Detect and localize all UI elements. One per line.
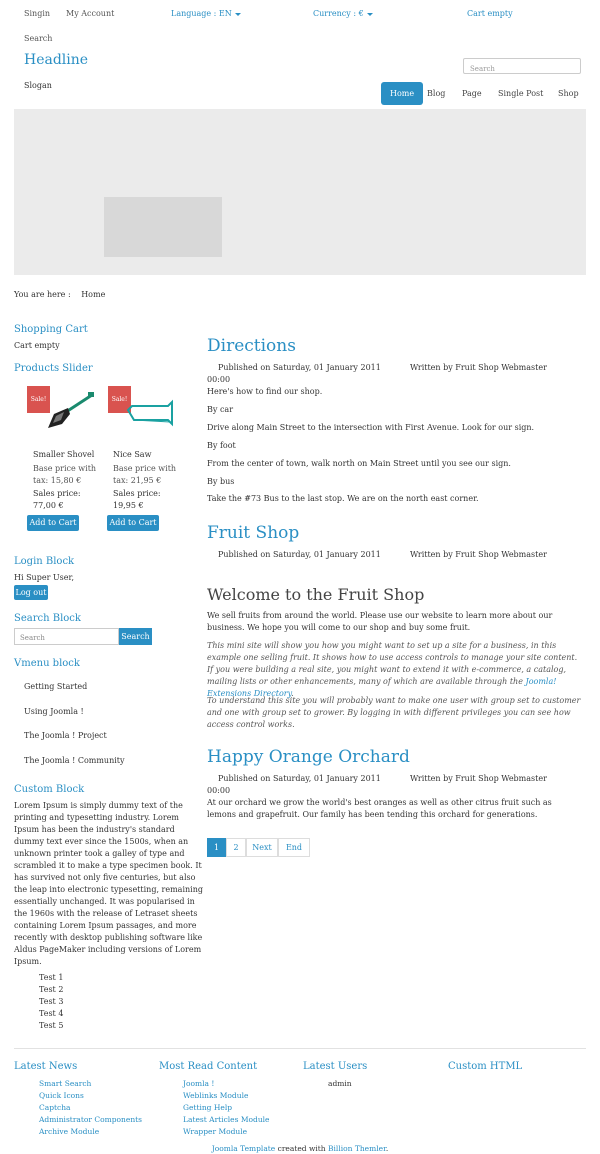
shopping-cart-title: Shopping Cart bbox=[14, 324, 88, 335]
language-dropdown[interactable] bbox=[171, 9, 241, 18]
welcome-heading: Welcome to the Fruit Shop bbox=[207, 585, 425, 604]
article-title-fruit-shop[interactable]: Fruit Shop bbox=[207, 523, 300, 543]
custom-line: printing and typesetting industry. Lorem bbox=[14, 813, 180, 822]
custom-line: containing Lorem Ipsum passages, and more bbox=[14, 921, 197, 930]
products-slider-title: Products Slider bbox=[14, 363, 93, 374]
custom-line: Lorem Ipsum is simply dummy text of the bbox=[14, 801, 183, 810]
article-paragraph: Take the #73 Bus to the last stop. We are on the north east corner. bbox=[207, 494, 479, 503]
article-paragraph: By car bbox=[207, 405, 234, 414]
test-list bbox=[39, 972, 63, 1032]
author: Written by Fruit Shop Webmaster bbox=[410, 774, 547, 783]
article-title-directions[interactable]: Directions bbox=[207, 336, 296, 356]
custom-line: has survived not only five centuries, but also bbox=[14, 873, 196, 882]
latest-news-item[interactable]: Smart Search bbox=[39, 1079, 92, 1088]
most-read-item[interactable]: Latest Articles Module bbox=[183, 1115, 270, 1124]
test-item: Test 4 bbox=[39, 1009, 64, 1018]
article-title-orchard[interactable]: Happy Orange Orchard bbox=[207, 747, 410, 767]
vmenu-item-joomla-project[interactable]: The Joomla ! Project bbox=[24, 731, 107, 740]
product-name[interactable]: Smaller Shovel bbox=[33, 450, 95, 459]
article-paragraph: By bus bbox=[207, 477, 235, 486]
sales-price-value: 77,00 € bbox=[33, 501, 64, 510]
latest-users-title: Latest Users bbox=[303, 1061, 368, 1072]
custom-line: essentially unchanged. It was popularised in bbox=[14, 897, 195, 906]
publish-time: 00:00 bbox=[207, 375, 231, 384]
most-read-item[interactable]: Getting Help bbox=[183, 1103, 233, 1112]
published-date: Published on Saturday, 01 January 2011 bbox=[218, 363, 381, 372]
article-italic-paragraph bbox=[207, 640, 582, 700]
test-item: Test 2 bbox=[39, 985, 64, 994]
credit-end: . bbox=[385, 1144, 389, 1153]
custom-line: Ipsum has been the industry's standard bbox=[14, 825, 175, 834]
custom-line: the leap into electronic typesetting, remaining bbox=[14, 885, 203, 894]
article-paragraph: We sell fruits from around the world. Please use our website to learn more about our business. We hope you will come to our shop and buy some fruit. bbox=[207, 611, 553, 632]
custom-block-text bbox=[14, 800, 204, 968]
custom-block-title: Custom Block bbox=[14, 784, 85, 795]
custom-line: dummy text ever since the 1500s, when an bbox=[14, 837, 189, 846]
sales-price-value: 19,95 € bbox=[113, 501, 144, 510]
banner-image-placeholder bbox=[104, 197, 222, 257]
latest-news-item[interactable]: Administrator Components bbox=[39, 1115, 143, 1124]
custom-html-title: Custom HTML bbox=[448, 1061, 523, 1072]
login-greeting: Hi Super User, bbox=[14, 573, 75, 582]
site-slogan: Slogan bbox=[24, 81, 52, 90]
currency-dropdown[interactable] bbox=[313, 9, 373, 18]
saw-image[interactable] bbox=[124, 392, 174, 432]
cart-link[interactable]: Cart empty bbox=[467, 9, 513, 18]
footer-divider bbox=[14, 1048, 586, 1049]
add-to-cart-button[interactable]: Add to Cart bbox=[27, 515, 79, 531]
test-item: Test 3 bbox=[39, 997, 64, 1006]
custom-line: the 1960s with the release of Letraset sheets bbox=[14, 909, 198, 918]
italic-text: This mini site will show you how you might want to set up a site for a business, in this example one selling fruit. It shows how to use access controls to manage your site content. If you were building a real site, you might want to extend it with e-commerce, a catalog, mailing lists or other enhancements, many of which are available through the bbox=[207, 641, 578, 686]
article-paragraph: Here's how to find our shop. bbox=[207, 387, 323, 396]
sidebar-search-button[interactable]: Search bbox=[119, 628, 152, 645]
site-headline[interactable]: Headline bbox=[24, 52, 89, 68]
sidebar-search-input[interactable]: Search bbox=[14, 628, 119, 645]
custom-line: scrambled it to make a type specimen book. It bbox=[14, 861, 202, 870]
search-label: Search bbox=[24, 34, 53, 43]
chevron-down-icon bbox=[367, 13, 373, 16]
vmenu-title: Vmenu block bbox=[14, 658, 80, 669]
nav-item-home[interactable]: Home bbox=[381, 82, 423, 105]
breadcrumb-label: You are here : bbox=[14, 290, 71, 299]
search-block-title: Search Block bbox=[14, 613, 81, 624]
vmenu-item-joomla-community[interactable]: The Joomla ! Community bbox=[24, 756, 125, 765]
custom-line: unknown printer took a galley of type and bbox=[14, 849, 185, 858]
latest-user-item[interactable]: admin bbox=[328, 1079, 352, 1088]
most-read-item[interactable]: Weblinks Module bbox=[183, 1091, 249, 1100]
product-base-price: Base price with tax: 15,80 € bbox=[33, 464, 97, 485]
test-item: Test 5 bbox=[39, 1021, 64, 1030]
add-to-cart-button[interactable]: Add to Cart bbox=[107, 515, 159, 531]
breadcrumb-home[interactable]: Home bbox=[81, 290, 106, 299]
billion-themler-link[interactable]: Billion Themler bbox=[328, 1144, 386, 1153]
currency-label: Currency : € bbox=[313, 9, 364, 18]
latest-news-item[interactable]: Quick Icons bbox=[39, 1091, 84, 1100]
article-paragraph: By foot bbox=[207, 441, 236, 450]
nav-item-blog[interactable]: Blog bbox=[427, 89, 446, 98]
sale-badge: Sale! bbox=[27, 386, 50, 413]
nav-item-single-post[interactable]: Single Post bbox=[498, 89, 544, 98]
latest-news-title: Latest News bbox=[14, 1061, 78, 1072]
header-search-input[interactable]: Search bbox=[463, 58, 581, 74]
login-block-title: Login Block bbox=[14, 556, 75, 567]
page-1[interactable]: 1 bbox=[207, 838, 226, 857]
page-next[interactable]: Next bbox=[246, 838, 278, 857]
published-date: Published on Saturday, 01 January 2011 bbox=[218, 550, 381, 559]
article-italic-paragraph: To understand this site you will probably want to make one user with group set to customer and one with group set to grower. By logging in with different privileges you can see how access control works. bbox=[207, 696, 581, 729]
most-read-title: Most Read Content bbox=[159, 1061, 258, 1072]
breadcrumb bbox=[14, 290, 105, 299]
nav-item-page[interactable]: Page bbox=[462, 89, 482, 98]
my-account-link[interactable]: My Account bbox=[66, 9, 115, 18]
language-label: Language : EN bbox=[171, 9, 232, 18]
most-read-item[interactable]: Joomla ! bbox=[183, 1079, 215, 1088]
custom-line: Aldus PageMaker including versions of Lorem bbox=[14, 945, 202, 954]
published-date: Published on Saturday, 01 January 2011 bbox=[218, 774, 381, 783]
sales-price-label: Sales price: bbox=[33, 489, 81, 498]
footer-credit bbox=[0, 1144, 600, 1153]
page-end[interactable]: End bbox=[278, 838, 310, 857]
page-2[interactable]: 2 bbox=[226, 838, 246, 857]
article-paragraph: At our orchard we grow the world's best oranges as well as other citrus fruit such as lemons and grapefruit. Our family has been tending this orchard for generations. bbox=[207, 798, 552, 819]
latest-news-item[interactable]: Archive Module bbox=[39, 1127, 100, 1136]
test-item: Test 1 bbox=[39, 973, 64, 982]
sales-price-label: Sales price: bbox=[113, 489, 161, 498]
shovel-image[interactable] bbox=[44, 392, 94, 432]
most-read-item[interactable]: Wrapper Module bbox=[183, 1127, 248, 1136]
credit-text: created with bbox=[275, 1144, 329, 1153]
hero-banner bbox=[14, 109, 586, 275]
joomla-template-link[interactable]: Joomla Template bbox=[211, 1144, 276, 1153]
article-paragraph: Drive along Main Street to the intersection with First Avenue. Look for our sign. bbox=[207, 423, 535, 432]
product-name[interactable]: Nice Saw bbox=[113, 450, 152, 459]
extensions-directory-link[interactable]: Joomla! Extensions Directory bbox=[207, 677, 557, 698]
author: Written by Fruit Shop Webmaster bbox=[410, 363, 547, 372]
custom-line: Ipsum. bbox=[14, 957, 42, 966]
sale-badge: Sale! bbox=[108, 386, 131, 413]
latest-news-item[interactable]: Captcha bbox=[39, 1103, 71, 1112]
author: Written by Fruit Shop Webmaster bbox=[410, 550, 547, 559]
vmenu-item-getting-started[interactable]: Getting Started bbox=[24, 682, 88, 691]
vmenu-item-using-joomla[interactable]: Using Joomla ! bbox=[24, 707, 84, 716]
cart-status: Cart empty bbox=[14, 341, 60, 350]
logout-button[interactable]: Log out bbox=[14, 585, 48, 600]
publish-time: 00:00 bbox=[207, 786, 231, 795]
nav-item-shop[interactable]: Shop bbox=[558, 89, 579, 98]
signin-link[interactable]: Singin bbox=[24, 9, 51, 18]
italic-text-end: . bbox=[291, 689, 294, 698]
chevron-down-icon bbox=[235, 13, 241, 16]
product-base-price: Base price with tax: 21,95 € bbox=[113, 464, 177, 485]
custom-line: recently with desktop publishing software like bbox=[14, 933, 203, 942]
article-paragraph: From the center of town, walk north on Main Street until you see our sign. bbox=[207, 459, 511, 468]
